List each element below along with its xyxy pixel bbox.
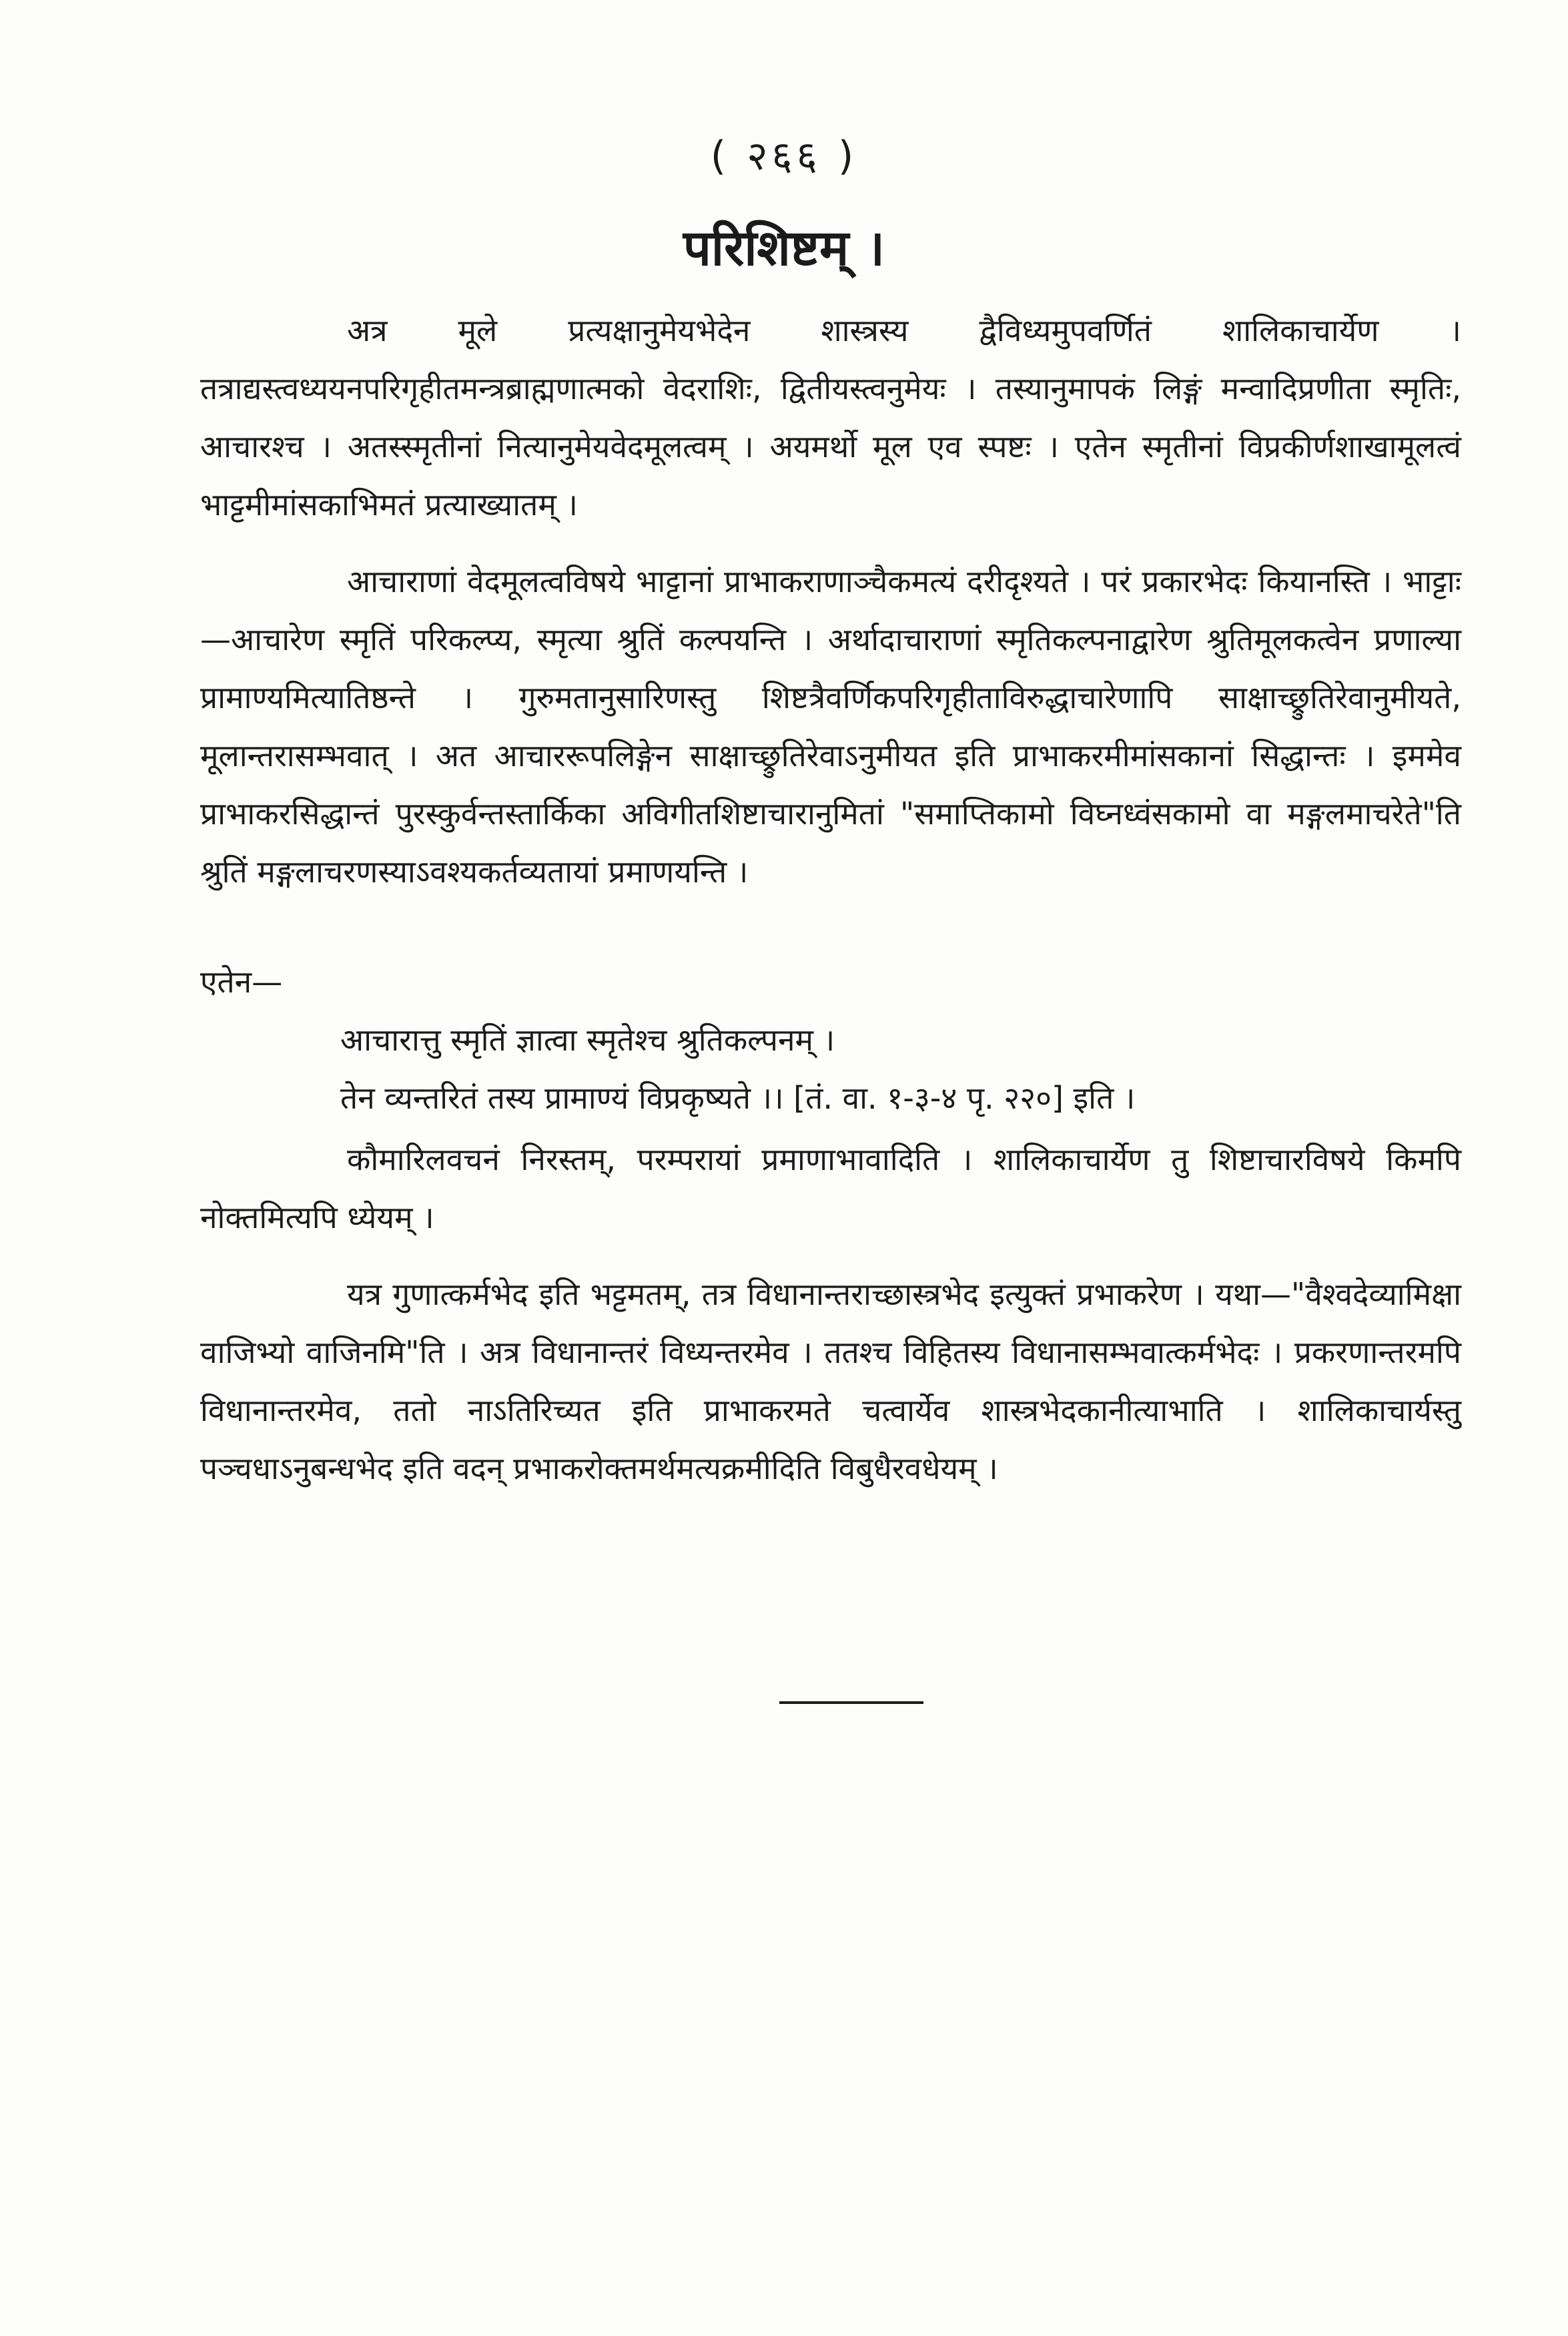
closing-rule [779,1701,923,1704]
verse-line-2: तेन व्यन्तरितं तस्य प्रामाण्यं विप्रकृष्यते ।। [तं. वा. १-३-४ पृ. २२०] इति । [340,1080,1136,1116]
section-heading: परिशिष्टम् । [683,220,885,277]
page-number: ( २६६ ) [710,133,858,180]
paragraph-1: अत्र मूले प्रत्यक्षानुमेयभेदेन शास्त्रस्य द्वैविध्यमुपवर्णितं शालिकाचार्येण । तत्राद्यस्त्वध्ययनपरिगृहीतमन्त्रब्राह्मणात्मको वेदराशिः, द्वितीयस्त्वनुमेयः । तस्यानुमापकं लिङ्गं मन्वादिप्रणीता स्मृतिः, आचारश्च । अतस्स्मृतीनां नित्यानुमेयवेदमूलत्वम् । अयमर्थो मूल एव स्पष्टः । एतेन स्मृतीनां विप्रकीर्णशाखामूलत्वं भाट्टमीमांसकाभिमतं प्रत्याख्यातम् । [200,312,1461,523]
verse-quotation [200,1011,1461,1127]
paragraph-4: यत्र गुणात्कर्मभेद इति भट्टमतम्, तत्र विधानान्तराच्छास्त्रभेद इत्युक्तं प्रभाकरेण । यथा—"वैश्वदेव्यामिक्षा वाजिभ्यो वाजिनमि"ति । अत्र विधानान्तरं विध्यन्तरमेव । ततश्च विहितस्य विधानासम्भवात्कर्मभेदः । प्रकरणान्तरमपि विधानान्तरमेव, ततो नाऽतिरिच्यत इति प्राभाकरमते चत्वार्येव शास्त्रभेदकानीत्याभाति । शालिकाचार्यस्तु पञ्चधाऽनुबन्धभेद इति वदन् प्रभाकरोक्तमर्थमत्यक्रमीदिति विबुधैरवधेयम् । [200,1276,1461,1486]
paragraph-3: कौमारिलवचनं निरस्तम्, परम्परायां प्रमाणाभावादिति । शालिकाचार्येण तु शिष्टाचारविषये किमपि नोक्तमित्यपि ध्येयम् । [200,1141,1461,1235]
paragraph-2: आचाराणां वेदमूलत्वविषये भाट्टानां प्राभाकराणाञ्चैकमत्यं दरीदृश्यते । परं प्रकारभेदः कियानस्ति । भाट्टाः—आचारेण स्मृतिं परिकल्प्य, स्मृत्या श्रुतिं कल्पयन्ति । अर्थादाचाराणां स्मृतिकल्पनाद्वारेण श्रुतिमूलकत्वेन प्रणाल्या प्रामाण्यमित्यातिष्ठन्ते । गुरुमतानुसारिणस्तु शिष्टत्रैवर्णिकपरिगृहीताविरुद्धाचारेणापि साक्षाच्छ्रुतिरेवानुमीयते, मूलान्तरासम्भवात् । अत आचाररूपलिङ्गेन साक्षाच्छ्रुतिरेवाऽनुमीयत इति प्राभाकरमीमांसकानां सिद्धान्तः । इममेव प्राभाकरसिद्धान्तं पुरस्कुर्वन्तस्तार्किका अविगीतशिष्टाचारानुमितां "समाप्तिकामो विघ्नध्वंसकामो वा मङ्गलमाचरेते"ति श्रुतिं मङ्गलाचरणस्याऽवश्यकर्तव्यतायां प्रमाणयन्ति । [200,563,1461,890]
lead-and-verse-block [200,953,1461,1127]
main-text-block [200,302,1461,901]
verse-line-1: आचारात्तु स्मृतिं ज्ञात्वा स्मृतेश्च श्रुतिकल्पनम् । [340,1022,835,1058]
paragraph-lead: एतेन— [200,964,283,1000]
closing-text-block [200,1131,1461,1498]
